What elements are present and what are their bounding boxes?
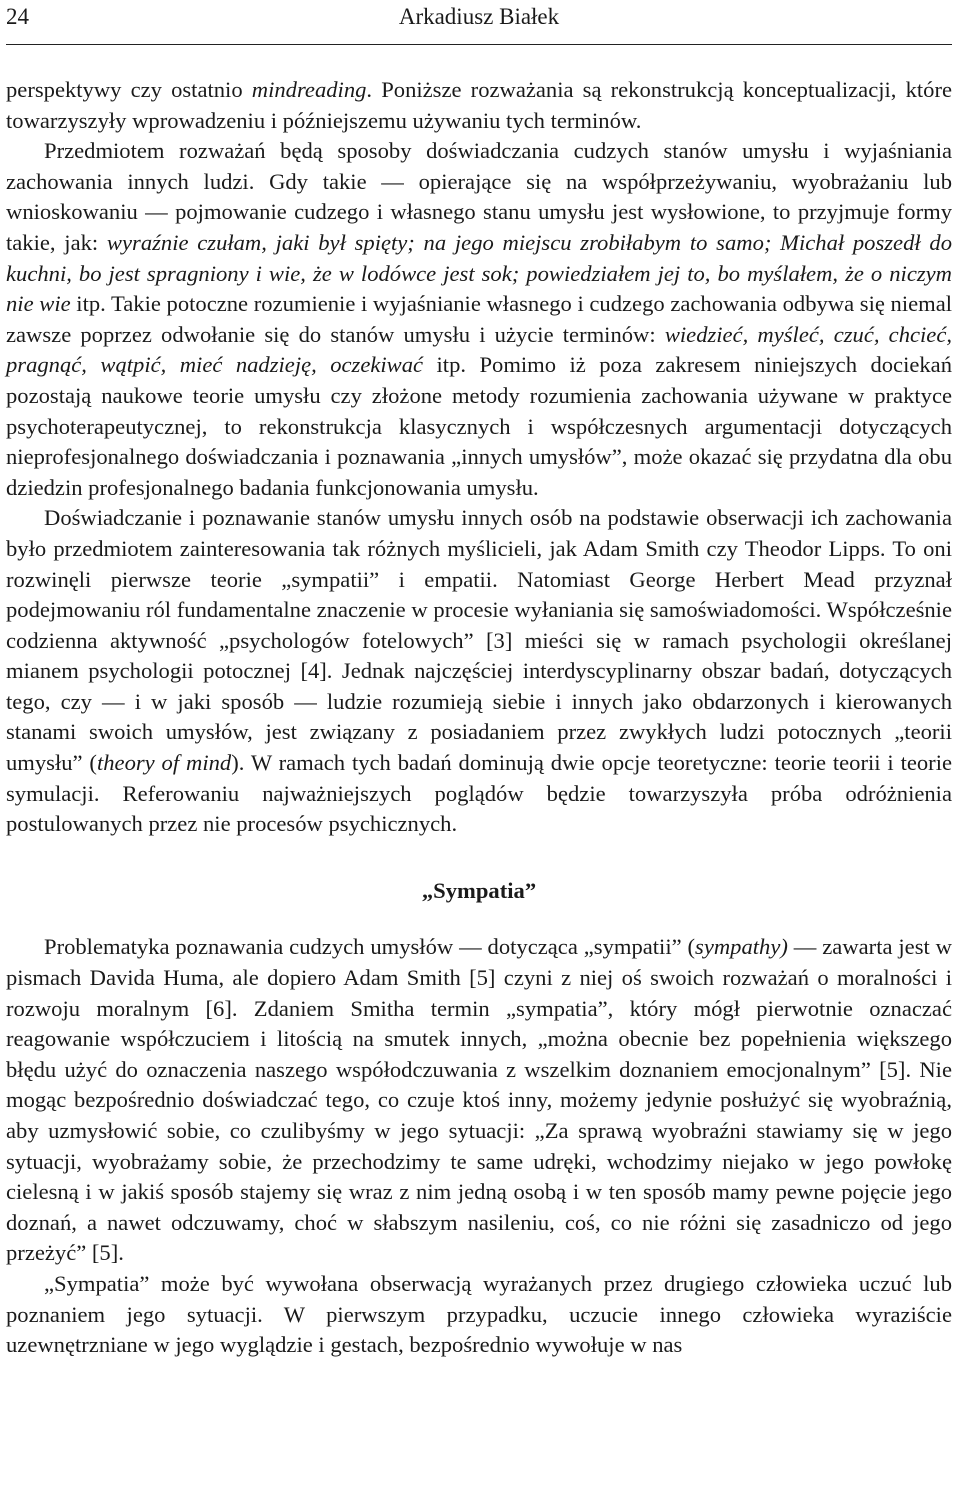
- italic-examples: wyraźnie czułam, jaki był spięty; na jego miejscu zrobiłabym to samo; Michał poszedł do kuchni, bo jest spragniony i wie, że w lodówce jest sok; powiedziałem jej to, bo myślałem, że o niczym nie wie: [6, 229, 952, 317]
- text-span: perspektywy czy ostatnio: [6, 77, 252, 102]
- paragraph-3: [6, 503, 952, 840]
- text-span: „Sympatia” może być wywołana obserwacją wyrażanych przez drugiego człowieka uczuć lub poznaniem jego sytuacji. W pierwszym przypadku, uczucie innego człowieka wyraziście uzewnętrzniane w jego wyglądzie i gestach, bezpośrednio wywołuje w nas: [6, 1270, 952, 1358]
- paragraph-1: [6, 75, 952, 136]
- text-span: itp. Pomimo iż poza zakresem niniejszych dociekań pozostają naukowe teorie umysłu czy złożone metody rozumienia zachowania używane w praktyce psychoterapeutycznej, to rekonstrukcja klasycznych i współczesnych argumentacji dotyczących nieprofesjonalnego doświadczania i poznawania „innych umysłów”, może okazać się przydatna dla obu dziedzin profesjonalnego badania funkcjonowania umysłu.: [6, 352, 952, 500]
- body-text: [6, 75, 952, 1361]
- text-span: Przedmiotem rozważań będą sposoby doświadczania cudzych stanów umysłu i wyjaśniania zachowania innych ludzi. Gdy takie — opierające się na współprzeżywaniu, wyobrażaniu lub wnioskowaniu — pojmowanie cudzego i własnego stanu umysłu jest wysłowione, to przyjmuje formy takie, jak:: [6, 138, 952, 255]
- paragraph-2: [6, 136, 952, 503]
- text-span: . Poniższe rozważania są rekonstrukcją konceptualizacji, które towarzyszyły wprowadzeniu i późniejszemu używaniu tych terminów.: [6, 77, 952, 133]
- text-span: ). W ramach tych badań dominują dwie opcje teoretyczne: teorie teorii i teorie symulacji. Referowaniu najważniejszych poglądów będzie towarzyszyła próba odróżnienia postulowanych przez nie procesów psychicznych.: [6, 750, 952, 837]
- book-page: [6, 0, 952, 1499]
- text-span: itp. Takie potoczne rozumienie i wyjaśnianie własnego i cudzego zachowania odbywa się niemal zawsze poprzez odwołanie się do stanów umysłu i użycie terminów:: [6, 291, 953, 347]
- italic-term: mindreading: [251, 77, 367, 102]
- paragraph-4: [6, 932, 952, 1269]
- text-span: Problematyka poznawania cudzych umysłów — dotycząca „sympatii” (: [44, 934, 696, 960]
- italic-terms: wiedzieć, myśleć, czuć, chcieć, pragnąć, wątpić, mieć nadzieję, oczekiwać: [6, 321, 952, 378]
- italic-term: sympathy): [695, 934, 788, 960]
- text-span: Doświadczanie i poznawanie stanów umysłu innych osób na podstawie obserwacji ich zachowania było przedmiotem zainteresowania tak różnych myślicieli, jak Adam Smith czy Theodor Lipps. To oni rozwinęli pierwsze teorie „sympatii” i empatii. Natomiast George Herbert Mead przyznał podejmowaniu ról fundamentalne znaczenie w procesie wyłaniania się samoświadomości. Współcześnie codzienna aktywność „psychologów fotelowych” [3] mieści się w ramach psychologii określanej mianem psychologii potocznej [4]. Jednak najczęściej interdyscyplinarny obszar badań, dotyczących tego, czy — i w jaki sposób — ludzie rozumieją siebie i innych jako obdarzonych i kierowanych stanami swoich umysłów, jest związany z posiadaniem przez zwykłych ludzi potocznych „teorii umysłu” (: [6, 505, 952, 776]
- paragraph-5: [6, 1269, 952, 1361]
- italic-term: theory of mind: [96, 750, 232, 776]
- page-number: 24: [6, 4, 29, 29]
- text-span: — zawarta jest w pismach Davida Huma, ale dopiero Adam Smith [5] czyni z niej oś swoich rozważań o moralności i rozwoju moralnym [6]. Zdaniem Smitha termin „sympatia”, który mógł pierwotnie oznaczać reagowanie współczuciem i litością na smutek innych, „można obecnie bez popełnienia większego błędu użyć do oznaczenia naszego współodczuwania z wszelkim doznaniem emocjonalnym” [5]. Nie mogąc bezpośrednio doświadczać tego, co czuje ktoś inny, możemy jedynie posłużyć się wyobraźnią, aby uzmysłowić sobie, co czulibyśmy w jego sytuacji: „Za sprawą wyobraźni stawiamy się w jego sytuacji, wyobrażamy sobie, że przechodzimy te same udręki, wchodzimy niejako w jego powłokę cielesną i w jakiś sposób stajemy się wraz z nim jedną osobą i w ten sposób mamy pewne pojęcie jego doznań, a nawet odczuwamy, choć w słabszym nasileniu, coś, co nie różni się zasadniczo od jego przeżyć” [5].: [6, 934, 952, 1266]
- running-title-author: Arkadiusz Białek: [398, 4, 560, 29]
- section-heading: „Sympatia”: [421, 877, 537, 903]
- running-header: [6, 0, 952, 45]
